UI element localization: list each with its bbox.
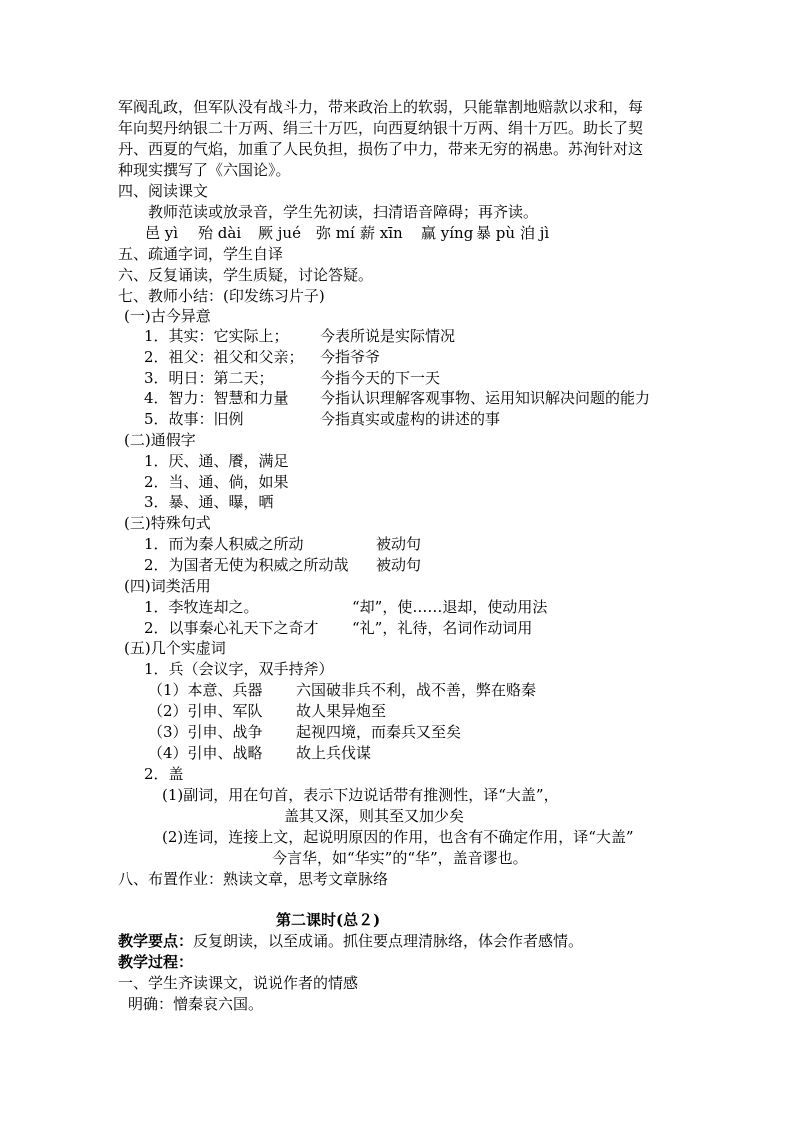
- pinyin-2: 殆 dài: [198, 224, 242, 242]
- intro-line-4: 种现实撰写了《六国论》。: [118, 161, 291, 179]
- g1-item-3-term: 3．明日：第二天；: [144, 369, 274, 387]
- lesson-2-heading: 第二课时(总２): [276, 911, 381, 929]
- g1-item-4-term: 4．智力：智慧和力量: [144, 389, 289, 407]
- g4-item-1-sentence: 1．李牧连却之。: [144, 598, 259, 616]
- g1-item-5-term: 5．故事：旧例: [144, 410, 244, 428]
- g3-item-1-type: 被动句: [376, 535, 422, 553]
- pinyin-7: 暴 pù: [476, 224, 516, 242]
- section-4-body: 教师范读或放录音，学生先初读，扫清语音障碍；再齐读。: [148, 203, 539, 221]
- bing-example-1: 六国破非兵不利，战不善，弊在赂秦: [296, 681, 537, 699]
- g1-item-5-modern: 今指真实或虚构的讲述的事: [320, 410, 501, 428]
- g4-item-2-note: “礼”，礼待，名词作动词用: [352, 619, 533, 637]
- bing-title: 1．兵（会议字，双手持斧）: [144, 660, 334, 678]
- pinyin-8: 洎 jì: [520, 224, 550, 242]
- group-1-title: (一)古今异意: [124, 307, 211, 325]
- teaching-key-points: [118, 931, 583, 951]
- gai-example-1: 盖其又深，则其至又加少矣: [284, 807, 465, 825]
- g3-item-2-sentence: 2．为国者无使为积威之所动哉: [144, 556, 349, 574]
- bing-example-3: 起视四境，而秦兵又至矣: [296, 723, 462, 741]
- pinyin-4: 弥 mí: [316, 224, 355, 242]
- g1-item-4-modern: 今指认识理解客观事物、运用知识解决问题的能力: [320, 389, 651, 407]
- group-4-title: (四)词类活用: [124, 577, 211, 595]
- section-8-title: 八、布置作业：熟读文章，思考文章脉络: [118, 870, 389, 888]
- g4-item-1-note: “却”，使……退却，使动用法: [352, 598, 548, 616]
- g1-item-1-modern: 今表所说是实际情况: [320, 327, 456, 345]
- section-5-title: 五、疏通字词，学生自译: [118, 245, 284, 263]
- process-step-1: 一、学生齐读课文，说说作者的情感: [118, 974, 359, 992]
- bing-example-2: 故人果异炮至: [296, 702, 387, 720]
- g3-item-1-sentence: 1．而为秦人积威之所动: [144, 535, 304, 553]
- intro-line-3: 丹、西夏的气焰，加重了人民负担，损伤了中力，带来无穷的祸患。苏洵针对这: [118, 140, 644, 158]
- intro-line-1: 军阀乱政，但军队没有战斗力，带来政治上的软弱，只能靠割地赔款以求和，每: [118, 98, 644, 116]
- g1-item-2-modern: 今指爷爷: [320, 348, 381, 366]
- pinyin-1: 邑 yì: [145, 224, 179, 242]
- g4-item-2-sentence: 2．以事秦心礼天下之奇才: [144, 619, 319, 637]
- pinyin-5: 薪 xīn: [360, 224, 403, 242]
- g1-item-1-term: 1．其实：它实际上；: [144, 327, 289, 345]
- section-4-title: 四、阅读课文: [118, 182, 209, 200]
- gai-title: 2．盖: [144, 765, 184, 783]
- section-7-title: 七、教师小结：(印发练习片子): [118, 287, 325, 305]
- group-2-title: (二)通假字: [124, 431, 196, 449]
- teaching-process-label: 教学过程：: [118, 953, 194, 971]
- bing-example-4: 故上兵伐谋: [296, 744, 372, 762]
- gai-usage-1: (1)副词，用在句首，表示下边说话带有推测性，译“大盖”，: [162, 786, 559, 804]
- group-3-title: (三)特殊句式: [124, 514, 211, 532]
- g2-item-1: 1．厌、通、餍，满足: [144, 452, 289, 470]
- bing-meaning-2: （2）引申、军队: [148, 702, 263, 720]
- g1-item-3-modern: 今指今天的下一天: [320, 369, 441, 387]
- g3-item-2-type: 被动句: [376, 556, 422, 574]
- teaching-key-label: 教学要点：: [118, 932, 194, 950]
- group-5-title: (五)几个实虚词: [124, 639, 226, 657]
- g2-item-2: 2．当、通、倘，如果: [144, 473, 289, 491]
- bing-meaning-3: （3）引申、战争: [148, 723, 263, 741]
- section-6-title: 六、反复诵读，学生质疑，讨论答疑。: [118, 266, 374, 284]
- pinyin-3: 厥 jué: [258, 224, 301, 242]
- g1-item-2-term: 2．祖父：祖父和父亲；: [144, 348, 304, 366]
- process-step-1-answer: 明确：憎秦哀六国。: [128, 995, 264, 1013]
- gai-usage-2: (2)连词，连接上文，起说明原因的作用，也含有不确定作用，译“大盖”: [162, 828, 634, 846]
- teaching-key-text: 反复朗读，以至成诵。抓住要点理清脉络，体会作者感情。: [193, 932, 584, 950]
- gai-example-2: 今言华，如“华实”的“华”，盖音谬也。: [272, 849, 528, 867]
- bing-meaning-4: （4）引申、战略: [148, 744, 263, 762]
- bing-meaning-1: （1）本意、兵器: [148, 681, 263, 699]
- intro-line-2: 年向契丹纳银二十万两、绢三十万匹，向西夏纳银十万两、绢十万匹。助长了契: [118, 119, 644, 137]
- pinyin-6: 赢 yíng: [421, 224, 474, 242]
- g2-item-3: 3．暴、通、曝，晒: [144, 493, 274, 511]
